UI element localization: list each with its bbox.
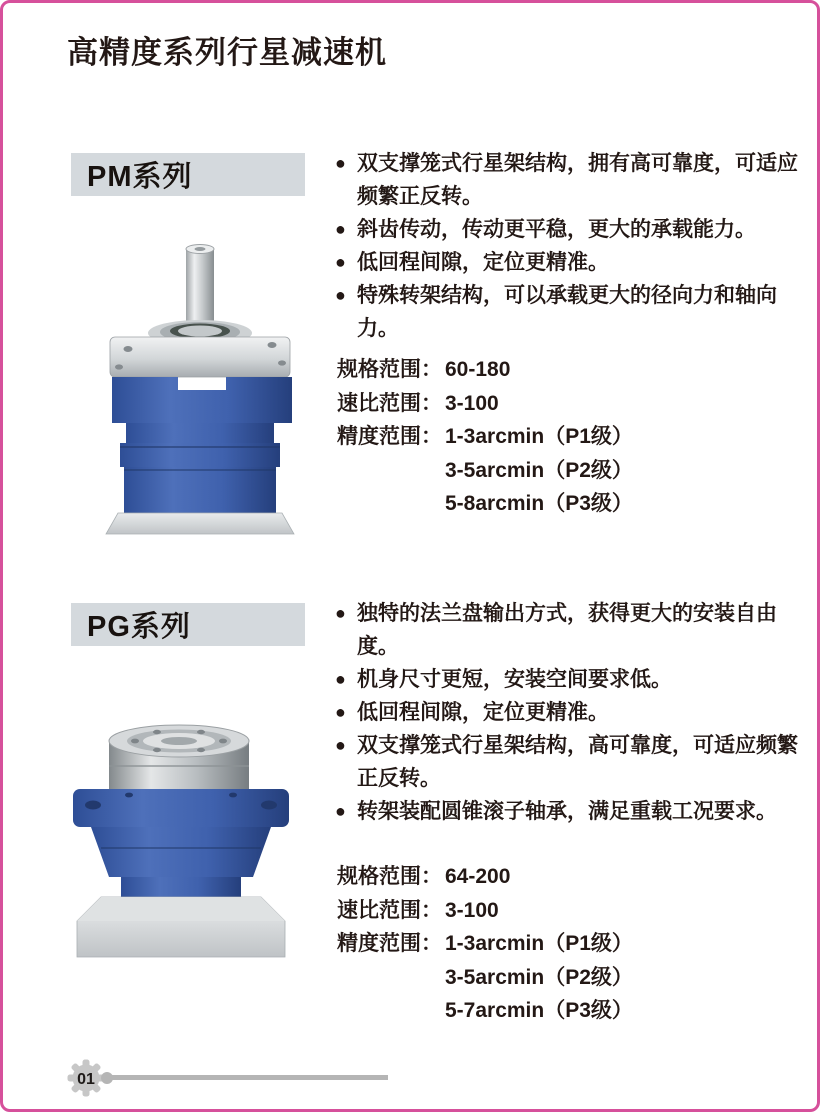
spec-row: 精度范围： 1-3arcmin（P1级）	[337, 932, 633, 955]
spec-row: 5-7arcmin（P3级）	[445, 999, 633, 1022]
pm-output-shaft	[186, 249, 214, 331]
spec-row: 规格范围： 60-180	[337, 358, 511, 381]
list-item: ● 低回程间隙，定位更精准。	[335, 246, 801, 279]
list-item: ● 斜齿传动，传动更平稳，更大的承载能力。	[335, 213, 801, 246]
bullet-icon: ●	[335, 153, 346, 173]
spec-row: 速比范围： 3-100	[337, 391, 499, 415]
bullet-icon: ●	[335, 219, 346, 239]
page-title: 高精度系列行星减速机	[67, 35, 387, 70]
list-item: ● 双支撑笼式行星架结构，高可靠度，可适应频繁正反转。	[335, 729, 801, 795]
list-item: ● 低回程间隙，定位更精准。	[335, 696, 801, 729]
spec-row: 3-5arcmin（P2级）	[445, 458, 633, 482]
bullet-icon: ●	[335, 252, 346, 272]
list-item: ● 双支撑笼式行星架结构，拥有高可靠度，可适应频繁正反转。	[335, 147, 801, 213]
spec-row: 精度范围： 1-3arcmin（P1级）	[337, 425, 633, 448]
pm-spec-list	[337, 353, 803, 521]
bullet-icon: ●	[335, 801, 346, 821]
pg-feature-list	[335, 597, 801, 828]
spec-row: 规格范围： 64-200	[337, 865, 511, 888]
spec-row: 5-8arcmin（P3级）	[445, 492, 633, 515]
page-footer	[66, 1058, 766, 1100]
bullet-icon: ●	[335, 669, 346, 689]
list-item: ● 特殊转架结构，可以承载更大的径向力和轴向力。	[335, 279, 801, 345]
bullet-icon: ●	[335, 735, 346, 755]
bullet-icon: ●	[335, 702, 346, 722]
footer-divider-line	[108, 1075, 388, 1080]
pm-series-label: PM系列	[87, 161, 193, 193]
pg-product-image	[67, 721, 295, 959]
gear-page-number-icon	[66, 1058, 106, 1098]
bullet-icon: ●	[335, 285, 346, 305]
spec-row: 3-5arcmin（P2级）	[445, 965, 633, 989]
list-item: ● 转架装配圆锥滚子轴承，满足重载工况要求。	[335, 795, 801, 828]
pg-series-header	[71, 603, 305, 646]
pg-spec-list	[337, 860, 803, 1028]
spec-row: 速比范围： 3-100	[337, 898, 499, 922]
pm-feature-list	[335, 147, 801, 345]
bullet-icon: ●	[335, 603, 346, 623]
pm-product-image	[98, 241, 303, 536]
pg-series-label: PG系列	[87, 611, 191, 643]
page-number: 01	[77, 1071, 95, 1088]
list-item: ● 机身尺寸更短，安装空间要求低。	[335, 663, 801, 696]
pm-series-header	[71, 153, 305, 196]
list-item: ● 独特的法兰盘输出方式，获得更大的安装自由度。	[335, 597, 801, 663]
